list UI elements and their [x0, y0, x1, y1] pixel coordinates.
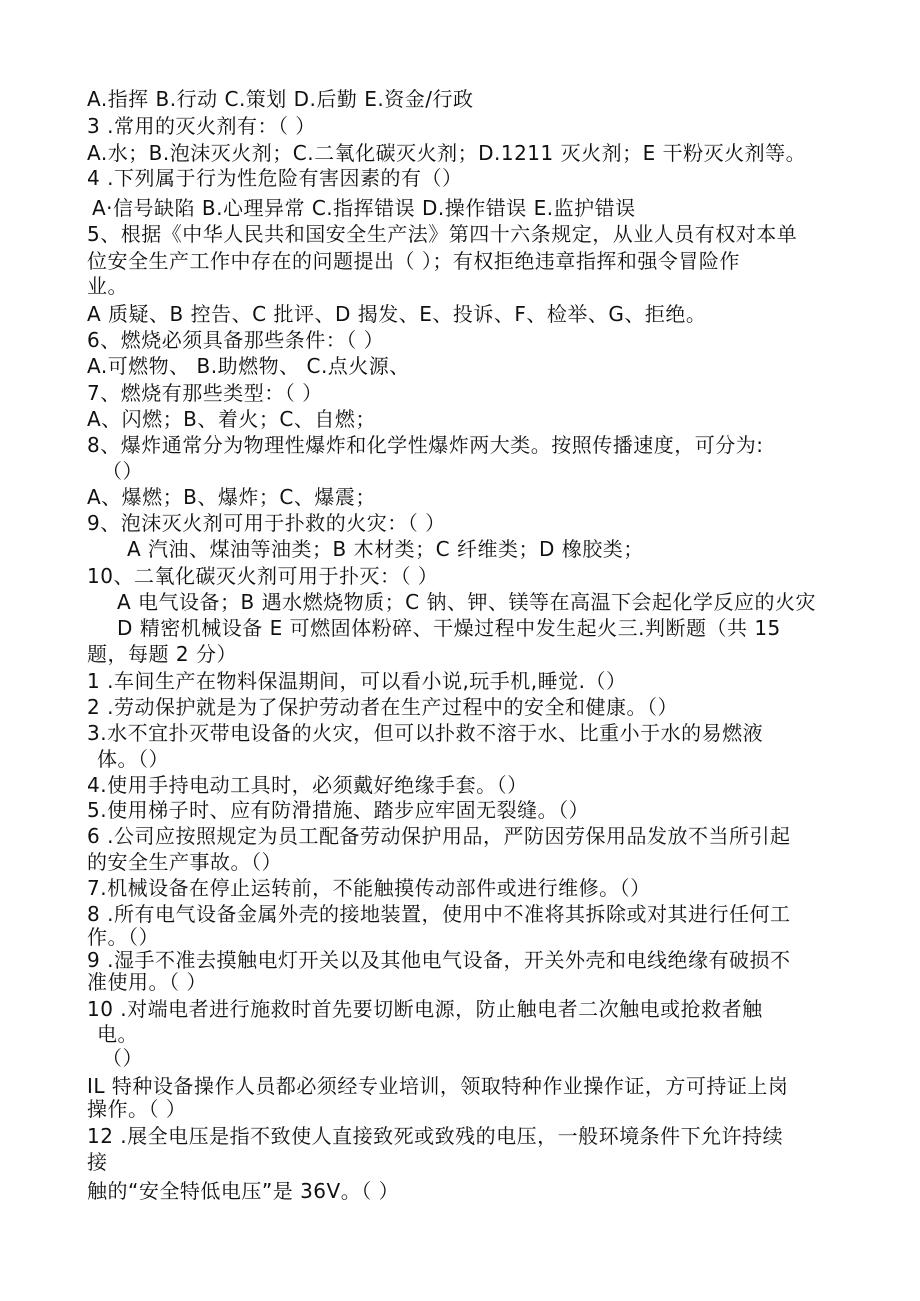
question-4: 4 .下列属于行为性危险有害因素的有（）: [87, 166, 463, 190]
options-line: A 质疑、B 控告、C 批评、D 揭发、E、投诉、F、检举、G、拒绝。: [87, 302, 707, 326]
options-line: A 电气设备；B 遇水燃烧物质；C 钠、钾、镁等在高温下会起化学反应的火灾: [117, 590, 816, 614]
question-10: 10、二氧化碳灭火剂可用于扑灭：（ ）: [87, 564, 439, 588]
question-7: 7、燃烧有那些类型：（ ）: [87, 381, 323, 405]
question-8: 8、爆炸通常分为物理性爆炸和化学性爆炸两大类。按照传播速度，可分为:: [87, 433, 764, 457]
tf-question-10-cont: （）: [102, 1046, 143, 1070]
options-line: A·信号缺陷 B.心理异常 C.指挥错误 D.操作错误 E.监护错误: [92, 196, 636, 220]
question-9: 9、泡沫灭火剂可用于扑救的火灾：（ ）: [87, 511, 446, 535]
question-5-cont: 业。: [87, 274, 128, 298]
question-3: 3 .常用的灭火剂有：（ ）: [87, 114, 316, 138]
tf-question-8-cont: 作。（）: [87, 925, 159, 949]
question-5: 5、根据《中华人民共和国安全生产法》第四十六条规定，从业人员有权对本单: [87, 222, 798, 246]
options-line: A.可燃物、 B.助燃物、 C.点火源、: [87, 354, 410, 378]
tf-question-10-cont: 电。: [97, 1022, 138, 1046]
tf-question-8: 8 .所有电气设备金属外壳的接地装置，使用中不准将其拆除或对其进行任何工: [87, 902, 791, 926]
tf-question-9-cont: 准使用。（ ）: [87, 970, 207, 994]
options-line: A 汽油、煤油等油类；B 木材类；C 纤维类；D 橡胶类；: [127, 537, 644, 561]
tf-question-12-cont: 触的“安全特低电压”是 36V。（ ）: [87, 1179, 400, 1203]
tf-question-4: 4.使用手持电动工具时，必须戴好绝缘手套。（）: [87, 773, 528, 797]
tf-question-11-cont: 操作。（ ）: [87, 1097, 187, 1121]
options-line: A、闪燃；B、着火；C、自燃；: [87, 407, 376, 431]
tf-question-7: 7.机械设备在停止运转前，不能触摸传动部件或进行维修。（）: [87, 876, 651, 900]
options-line: A.水；B.泡沫灭火剂；C.二氧化碳灭火剂；D.1211 灭火剂；E 干粉灭火剂等。: [87, 141, 807, 165]
tf-question-2: 2 .劳动保护就是为了保护劳动者在生产过程中的安全和健康。（）: [87, 695, 678, 719]
tf-question-6: 6 .公司应按照规定为员工配备劳动保护用品，严防因劳保用品发放不当所引起: [87, 824, 791, 848]
tf-question-11: IL 特种设备操作人员都必须经专业培训，领取特种作业操作证，方可持证上岗: [87, 1074, 789, 1098]
section-heading-cont: 题，每题 2 分）: [87, 642, 237, 666]
options-line: A.指挥 B.行动 C.策划 D.后勤 E.资金/行政: [87, 87, 474, 111]
tf-question-6-cont: 的安全生产事故。（）: [87, 850, 282, 874]
tf-question-10: 10 .对端电者进行施救时首先要切断电源，防止触电者二次触电或抢救者触: [87, 997, 763, 1021]
tf-question-5: 5.使用梯子时、应有防滑措施、踏步应牢固无裂缝。（）: [87, 798, 590, 822]
question-8-cont: （）: [102, 459, 143, 483]
question-6: 6、燃烧必须具备那些条件：（ ）: [87, 328, 385, 352]
options-line: A、爆燃；B、爆炸；C、爆震；: [87, 485, 376, 509]
tf-question-9: 9 .湿手不准去摸触电灯开关以及其他电气设备，开关外壳和电线绝缘有破损不: [87, 948, 791, 972]
tf-question-12: 12 .展全电压是指不致使人直接致死或致残的电压，一般环境条件下允许持续: [87, 1124, 784, 1148]
options-line: D 精密机械设备 E 可燃固体粉碎、干燥过程中发生起火三.判断题（共 15: [117, 616, 781, 640]
tf-question-12-cont: 接: [87, 1150, 108, 1174]
tf-question-3: 3.水不宜扑灭带电设备的火灾，但可以扑救不溶于水、比重小于水的易燃液: [87, 721, 764, 745]
question-5-cont: 位安全生产工作中存在的问题提出（ ）；有权拒绝违章指挥和强令冒险作: [87, 249, 740, 273]
tf-question-3-cont: 体。（）: [97, 747, 169, 771]
tf-question-1: 1 .车间生产在物料保温期间，可以看小说,玩手机,睡觉.（）: [87, 669, 627, 693]
